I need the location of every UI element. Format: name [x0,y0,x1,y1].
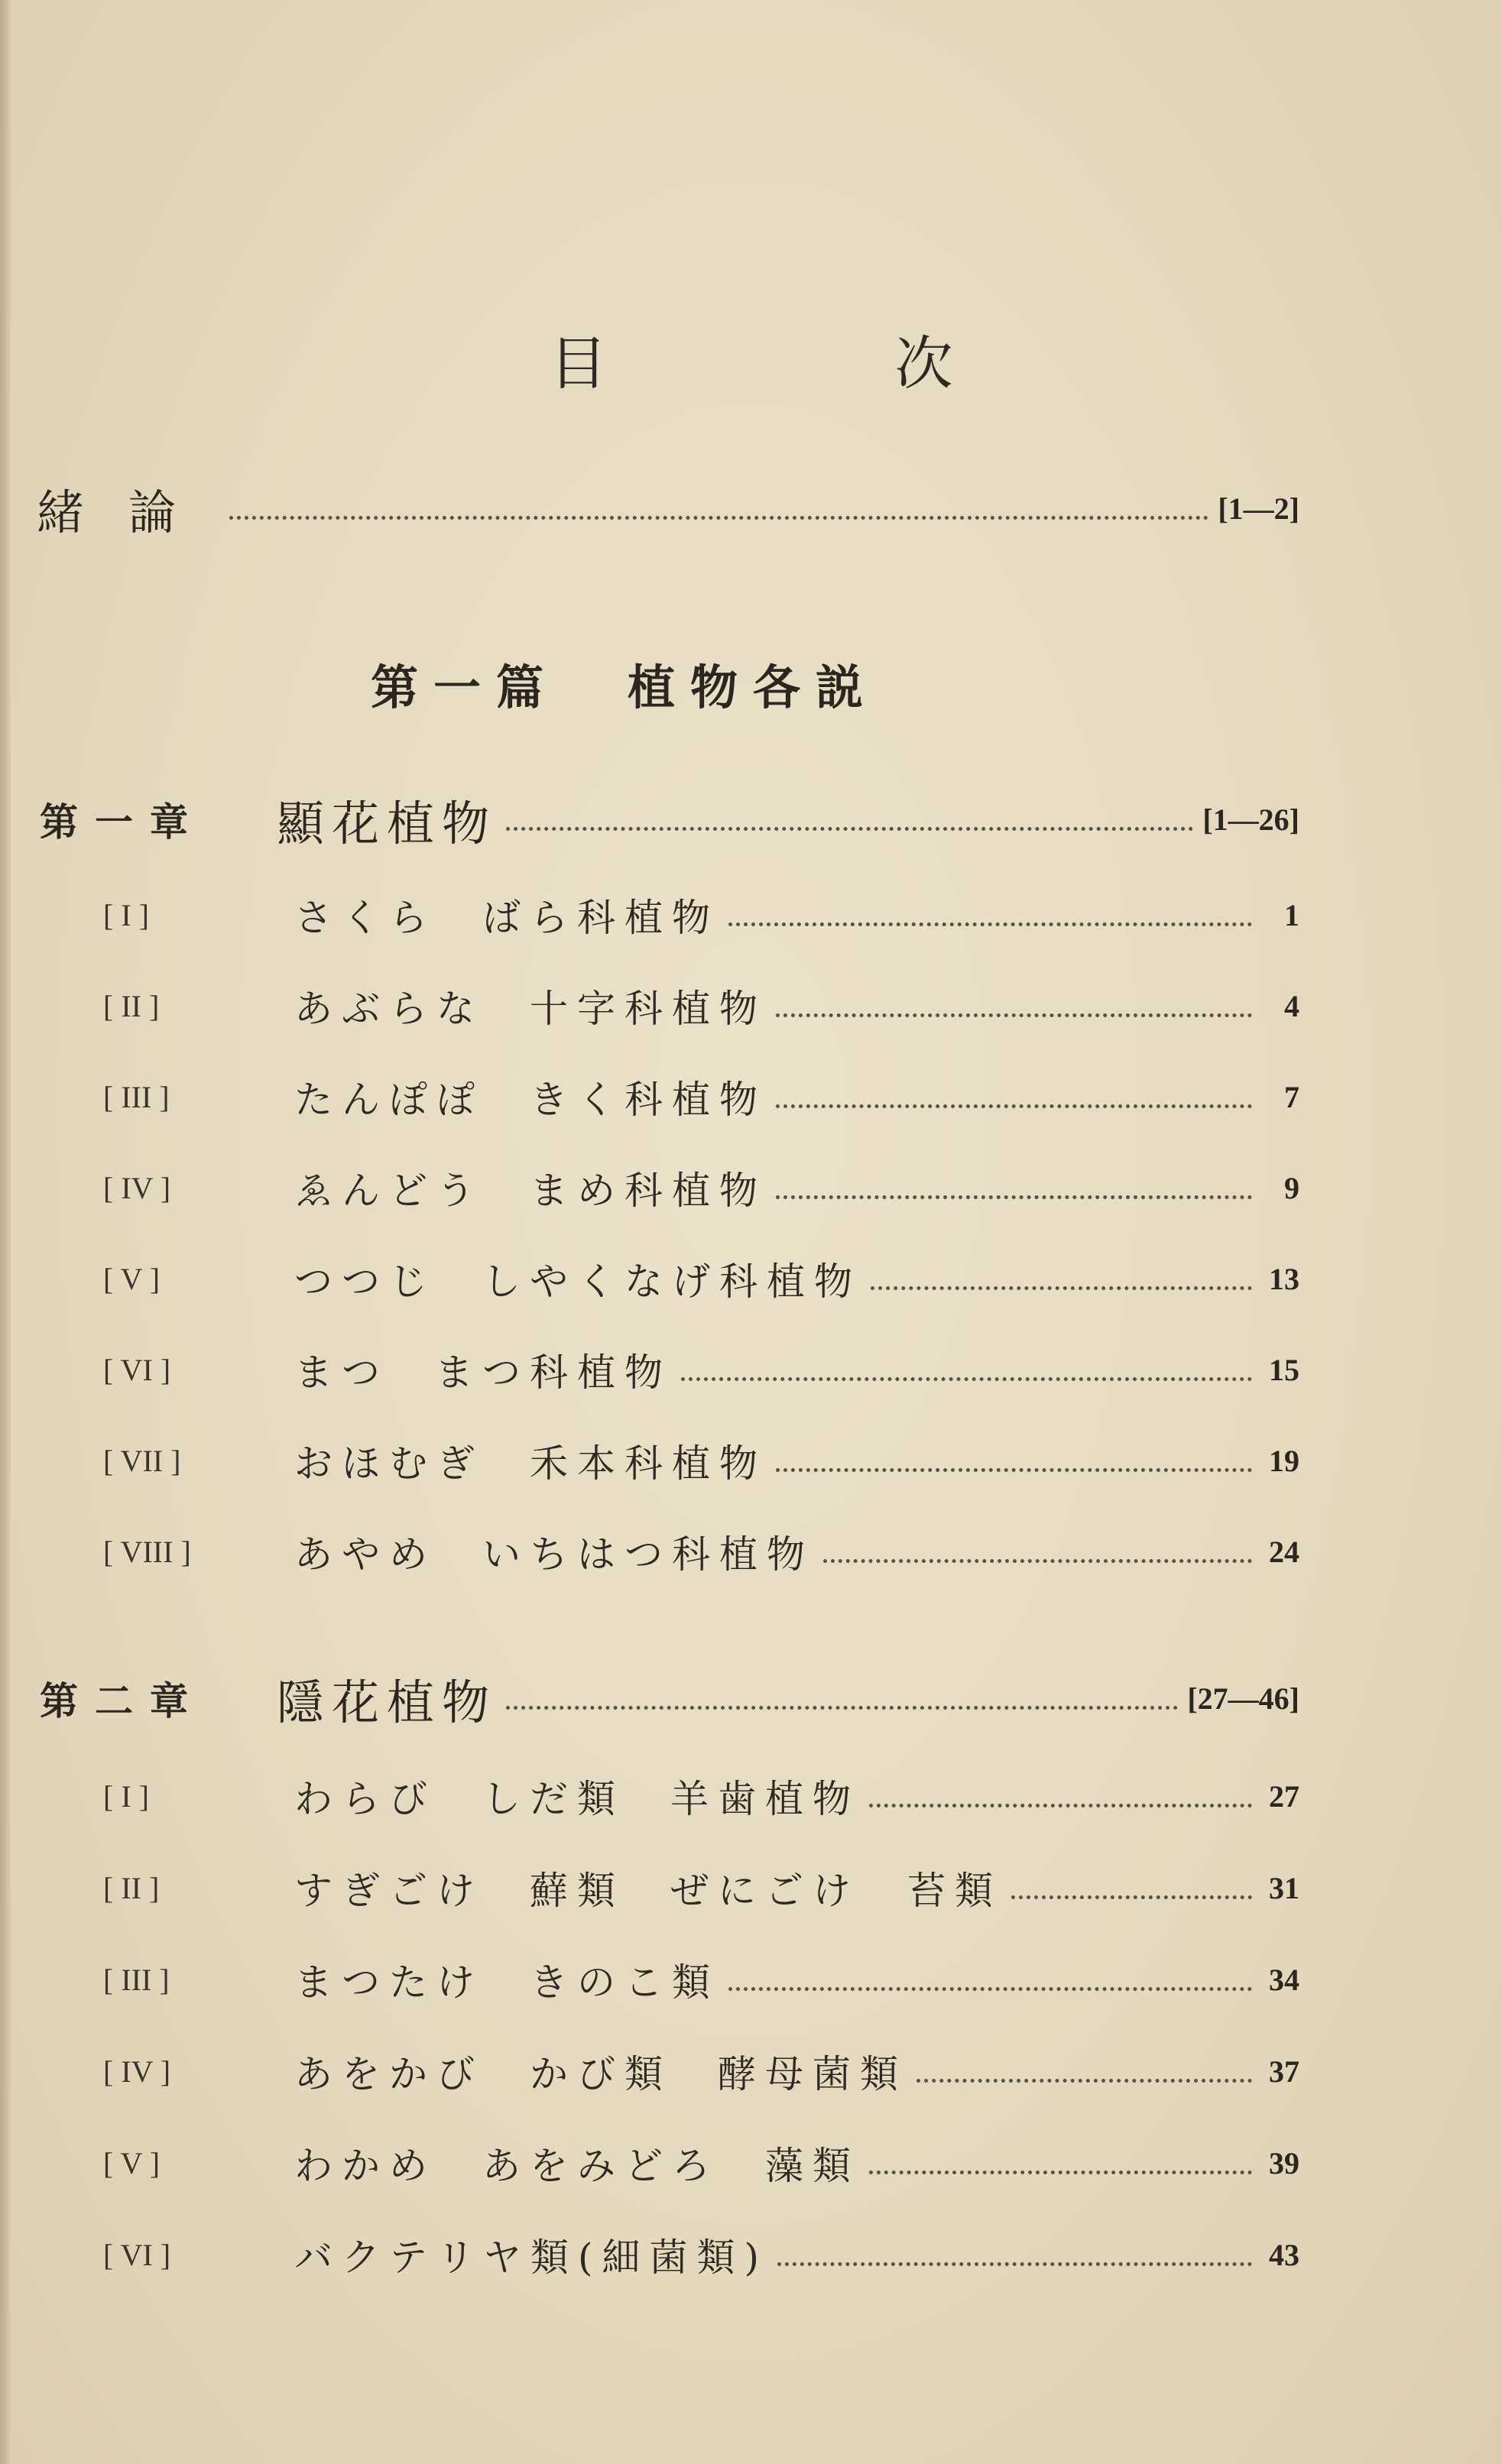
toc-section-2-4[interactable] [0,2041,1299,2102]
section-family: まつ科植物 [435,1350,672,1395]
section-plant: あやめ [294,1532,436,1577]
section-plant: あをかび [294,2052,484,2096]
toc-section-2-2[interactable] [0,1857,1299,1918]
section-number: [ I ] [103,1778,149,1814]
dot-leader [777,2262,1252,2266]
part-number: 第一篇 [371,660,560,715]
section-family: 蘚類 [530,1869,624,1913]
section-page: 31 [1269,1870,1299,1905]
section-page: 19 [1269,1443,1299,1478]
section-title [294,1952,719,2007]
dot-leader [681,1377,1252,1381]
dot-leader [916,2079,1252,2083]
section-plant: さくら [294,896,436,940]
dot-leader [229,516,1208,520]
toc-section-1-8[interactable] [0,1521,1299,1582]
chapter-number: 第二章 [40,1678,205,1723]
section-plant: わらび [294,1777,436,1821]
section-family: しやくなげ科植物 [482,1260,861,1304]
section-page: 34 [1269,1962,1299,1997]
section-number: [ IV ] [103,2054,171,2089]
section-page: 7 [1284,1079,1299,1114]
section-family: あをみどろ [482,2144,719,2188]
section-title [294,887,719,942]
dot-leader [728,922,1252,926]
part-heading [371,650,878,718]
section-title [294,1433,767,1488]
section-plant: つつじ [294,1260,436,1304]
toc-chapter-2[interactable] [0,1668,1299,1729]
section-page: 13 [1269,1261,1299,1296]
section-number: [ VII ] [103,1443,181,1478]
section-plant: まつ [294,1350,389,1395]
toc-chapter-1[interactable] [0,789,1299,850]
section-plant: あぶらな [294,987,484,1031]
section-number: [ VI ] [103,1352,171,1387]
chapter-number: 第一章 [40,799,205,845]
section-family: きのこ類 [530,1960,719,2005]
dot-leader [776,1104,1252,1108]
section-page: 4 [1284,988,1299,1023]
section-title [294,2135,860,2190]
section-title [294,1251,861,1306]
section-page: 24 [1269,1534,1299,1569]
toc-section-2-5[interactable] [0,2132,1299,2193]
section-number: [ VIII ] [103,1534,191,1569]
toc-section-2-1[interactable] [0,1765,1299,1827]
section-page: 9 [1284,1170,1299,1205]
part-name: 植物各説 [628,660,879,715]
section-plant: バクテリヤ類(細菌類) [294,2235,769,2280]
section-title [294,1160,767,1215]
section-title [294,978,767,1033]
toc-section-1-1[interactable] [0,884,1299,945]
section-plant: たんぽぽ [294,1078,484,1122]
toc-section-1-5[interactable] [0,1248,1299,1309]
section-number: [ VI ] [103,2237,171,2272]
intro-label: 緒論 [37,484,221,540]
section-page: 43 [1269,2237,1299,2272]
toc-section-1-6[interactable] [0,1339,1299,1400]
section-title [294,1069,767,1124]
toc-section-1-3[interactable] [0,1066,1299,1127]
section-number: [ V ] [103,1261,161,1296]
section-page: 15 [1269,1352,1299,1387]
dot-leader [728,1987,1252,1991]
dot-leader [776,1468,1252,1472]
section-number: [ III ] [103,1962,170,1997]
toc-entry-introduction[interactable] [0,478,1299,539]
section-family: ばら科植物 [482,896,719,940]
section-title [294,2227,768,2282]
section-plant: まつたけ [294,1960,484,2005]
page-title: 目 次 [549,329,1068,397]
toc-section-1-2[interactable] [0,975,1299,1036]
dot-leader [506,1706,1178,1710]
section-page: 1 [1284,897,1299,932]
toc-section-1-7[interactable] [0,1430,1299,1491]
section-extra: 羊歯植物 [670,1777,860,1821]
section-number: [ III ] [103,1079,170,1114]
section-family: きく科植物 [530,1078,767,1122]
section-plant: おほむぎ [294,1441,484,1486]
chapter-title: 顯花植物 [277,795,498,851]
section-family: 禾本科植物 [530,1441,767,1486]
section-number: [ IV ] [103,1170,171,1205]
section-page: 37 [1269,2054,1299,2089]
dot-leader [871,1286,1252,1290]
chapter-title: 隱花植物 [277,1674,498,1730]
section-page: 39 [1269,2145,1299,2180]
section-family: まめ科植物 [530,1169,767,1213]
section-title [294,1524,814,1579]
section-family: 十字科植物 [530,987,767,1031]
section-page: 27 [1269,1778,1299,1814]
section-extra: ぜにごけ 苔類 [670,1869,1002,1913]
dot-leader [776,1013,1252,1017]
dot-leader [776,1195,1252,1199]
toc-section-2-3[interactable] [0,1949,1299,2010]
section-title [294,1342,672,1397]
section-title [294,1860,1002,1915]
section-extra: 藻類 [765,2144,860,2188]
dot-leader [1011,1895,1252,1899]
intro-pages: [1—2] [1218,491,1299,526]
section-number: [ V ] [103,2145,161,2180]
dot-leader [869,2171,1252,2174]
section-family: かび類 [530,2052,672,2096]
section-title [294,2044,907,2099]
section-number: [ II ] [103,1870,160,1905]
section-plant: わかめ [294,2144,436,2188]
section-plant: すぎごけ [294,1869,484,1913]
toc-section-2-6[interactable] [0,2224,1299,2285]
section-family: しだ類 [482,1777,624,1821]
toc-section-1-4[interactable] [0,1157,1299,1218]
dot-leader [869,1804,1252,1807]
section-title [294,1769,860,1824]
chapter-pages: [1—26] [1202,802,1299,837]
section-extra: 酵母菌類 [718,2052,907,2096]
section-family: いちはつ科植物 [482,1532,814,1577]
section-plant: ゑんどう [294,1169,484,1213]
section-number: [ I ] [103,897,149,932]
chapter-pages: [27—46] [1187,1681,1299,1716]
dot-leader [823,1559,1252,1563]
section-number: [ II ] [103,988,160,1023]
dot-leader [506,827,1193,831]
